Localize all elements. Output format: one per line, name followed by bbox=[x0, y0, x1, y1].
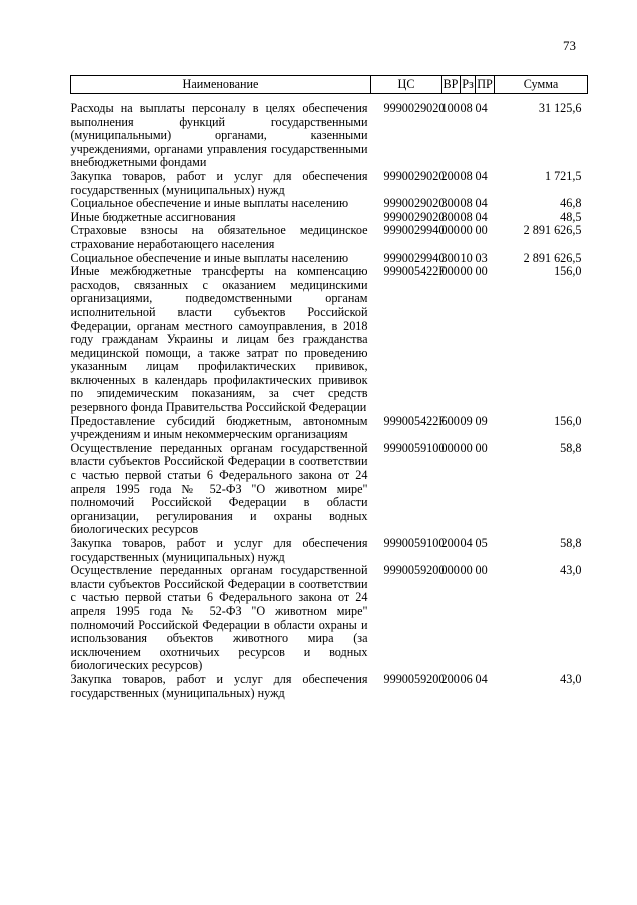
cell-rz: 10 bbox=[460, 250, 473, 265]
cell-rz: 00 bbox=[460, 223, 473, 238]
cell-cs: 9990029020 bbox=[383, 101, 445, 115]
cell-rz: 08 bbox=[460, 209, 473, 224]
cell-sum: 58,8 bbox=[560, 536, 582, 550]
cell-name: Расходы на выплаты персоналу в целях обеспечения выполнения функций государственными (муниципальными) органами, казенными учреждениями, органами управления государственными внебюджетными фондами bbox=[70, 101, 368, 170]
header-vr: ВР bbox=[442, 76, 461, 94]
table-row bbox=[71, 197, 588, 211]
cell-vr: 800 bbox=[441, 209, 460, 224]
table-row bbox=[71, 224, 588, 251]
cell-vr: 000 bbox=[441, 264, 460, 279]
header-cs: ЦС bbox=[371, 76, 442, 94]
cell-cs: 9990029940 bbox=[383, 223, 445, 238]
table-row bbox=[71, 211, 588, 225]
table-row bbox=[71, 673, 588, 700]
cell-cs: 9990059100 bbox=[383, 440, 445, 455]
cell-cs: 9990059100 bbox=[383, 536, 445, 550]
cell-cs: 9990029940 bbox=[383, 250, 445, 265]
table-row bbox=[71, 442, 588, 537]
cell-cs: 999005422F bbox=[383, 264, 446, 279]
header-sum: Сумма bbox=[495, 76, 588, 94]
cell-cs: 9990029020 bbox=[383, 196, 445, 211]
cell-name: Социальное обеспечение и иные выплаты населению bbox=[70, 250, 349, 265]
cell-vr: 100 bbox=[441, 101, 460, 115]
table-row bbox=[71, 564, 588, 673]
cell-sum: 2 891 626,5 bbox=[523, 250, 582, 265]
cell-pr: 00 bbox=[475, 563, 488, 578]
cell-cs: 9990059200 bbox=[383, 671, 445, 686]
cell-pr: 03 bbox=[475, 250, 488, 265]
cell-name: Осуществление переданных органам государственной власти субъектов Российской Федерации в соответствии с частью первой статьи 6 Федерального закона от 24 апреля 1995 года № 52-ФЗ "О животном мире" полномочий Российской Федерации в области охраны и использования объектов животного мира (за исключением охотничьих ресурсов и водных биологических ресурсов) bbox=[70, 563, 368, 673]
cell-sum: 1 721,5 bbox=[544, 168, 582, 183]
cell-pr: 04 bbox=[475, 196, 488, 211]
cell-cs: 999005422F bbox=[383, 413, 446, 428]
cell-name: Социальное обеспечение и иные выплаты населению bbox=[70, 196, 349, 211]
cell-name: Предоставление субсидий бюджетным, автономным учреждениям и иным некоммерческим организациям bbox=[70, 413, 368, 442]
cell-rz: 09 bbox=[460, 413, 473, 428]
table-row bbox=[71, 102, 588, 170]
cell-vr: 200 bbox=[441, 536, 460, 550]
cell-sum: 46,8 bbox=[560, 196, 582, 211]
header-pr: ПР bbox=[476, 76, 495, 94]
cell-sum: 156,0 bbox=[554, 264, 582, 279]
cell-vr: 300 bbox=[441, 250, 460, 265]
cell-vr: 000 bbox=[441, 440, 460, 455]
cell-rz: 08 bbox=[460, 101, 473, 115]
cell-pr: 04 bbox=[475, 209, 488, 224]
cell-pr: 04 bbox=[475, 671, 488, 686]
cell-sum: 31 125,6 bbox=[538, 101, 582, 115]
cell-name: Закупка товаров, работ и услуг для обеспечения государственных (муниципальных) нужд bbox=[70, 168, 368, 197]
table-row bbox=[71, 252, 588, 266]
cell-vr: 200 bbox=[441, 671, 460, 686]
cell-rz: 04 bbox=[460, 536, 473, 550]
header-rz: Рз bbox=[461, 76, 476, 94]
budget-table bbox=[70, 75, 588, 700]
table-row bbox=[71, 537, 588, 564]
cell-vr: 000 bbox=[441, 563, 460, 578]
cell-vr: 300 bbox=[441, 196, 460, 211]
cell-pr: 00 bbox=[475, 223, 488, 238]
table-row bbox=[71, 170, 588, 197]
cell-sum: 43,0 bbox=[560, 563, 582, 578]
cell-rz: 08 bbox=[460, 196, 473, 211]
cell-rz: 06 bbox=[460, 671, 473, 686]
cell-rz: 08 bbox=[460, 168, 473, 183]
cell-name: Закупка товаров, работ и услуг для обеспечения государственных (муниципальных) нужд bbox=[70, 671, 368, 700]
cell-vr: 600 bbox=[441, 413, 460, 428]
table-body bbox=[71, 94, 588, 701]
cell-pr: 04 bbox=[475, 168, 488, 183]
cell-pr: 09 bbox=[475, 413, 488, 428]
cell-pr: 00 bbox=[475, 440, 488, 455]
cell-rz: 00 bbox=[460, 264, 473, 279]
cell-name: Иные межбюджетные трансферты на компенсацию расходов, связанных с оказанием медицинскими организациями, подведомственными органам исполнительной власти субъектов Российской Федерации, органам местного самоуправления, в 2018 году гражданам Украины и лицам без гражданства медицинской помощи, а также затрат по проведению указанным лицам профилактических прививок, включенных в календарь профилактических прививок по эпидемическим показаниям, за счет средств резервного фонда Правительства Российской Федерации bbox=[70, 264, 368, 415]
cell-pr: 04 bbox=[475, 101, 488, 115]
table-row bbox=[71, 265, 588, 415]
page-number: 73 bbox=[563, 38, 576, 53]
cell-sum: 48,5 bbox=[560, 209, 582, 224]
cell-name: Иные бюджетные ассигнования bbox=[70, 209, 236, 224]
cell-rz: 00 bbox=[460, 563, 473, 578]
cell-vr: 200 bbox=[441, 168, 460, 183]
cell-sum: 156,0 bbox=[554, 413, 582, 428]
table-header-row bbox=[71, 76, 588, 94]
cell-sum: 43,0 bbox=[560, 671, 582, 686]
cell-pr: 00 bbox=[475, 264, 488, 279]
cell-name: Закупка товаров, работ и услуг для обеспечения государственных (муниципальных) нужд bbox=[70, 536, 368, 564]
cell-cs: 9990059200 bbox=[383, 563, 445, 578]
cell-name: Страховые взносы на обязательное медицинское страхование неработающего населения bbox=[70, 223, 368, 251]
cell-sum: 58,8 bbox=[560, 440, 582, 455]
cell-cs: 9990029020 bbox=[383, 168, 445, 183]
cell-pr: 05 bbox=[475, 536, 488, 550]
cell-name: Осуществление переданных органам государственной власти субъектов Российской Федерации в соответствии с частью первой статьи 6 Федерального закона от 24 апреля 1995 года № 52-ФЗ "О животном мире" полномочий Российской Федерации в области организации, регулирования и охраны водных биологических ресурсов bbox=[70, 440, 368, 537]
cell-rz: 00 bbox=[460, 440, 473, 455]
cell-sum: 2 891 626,5 bbox=[523, 223, 582, 238]
table-row bbox=[71, 415, 588, 442]
cell-vr: 000 bbox=[441, 223, 460, 238]
header-name: Наименование bbox=[71, 76, 371, 94]
cell-cs: 9990029020 bbox=[383, 209, 445, 224]
